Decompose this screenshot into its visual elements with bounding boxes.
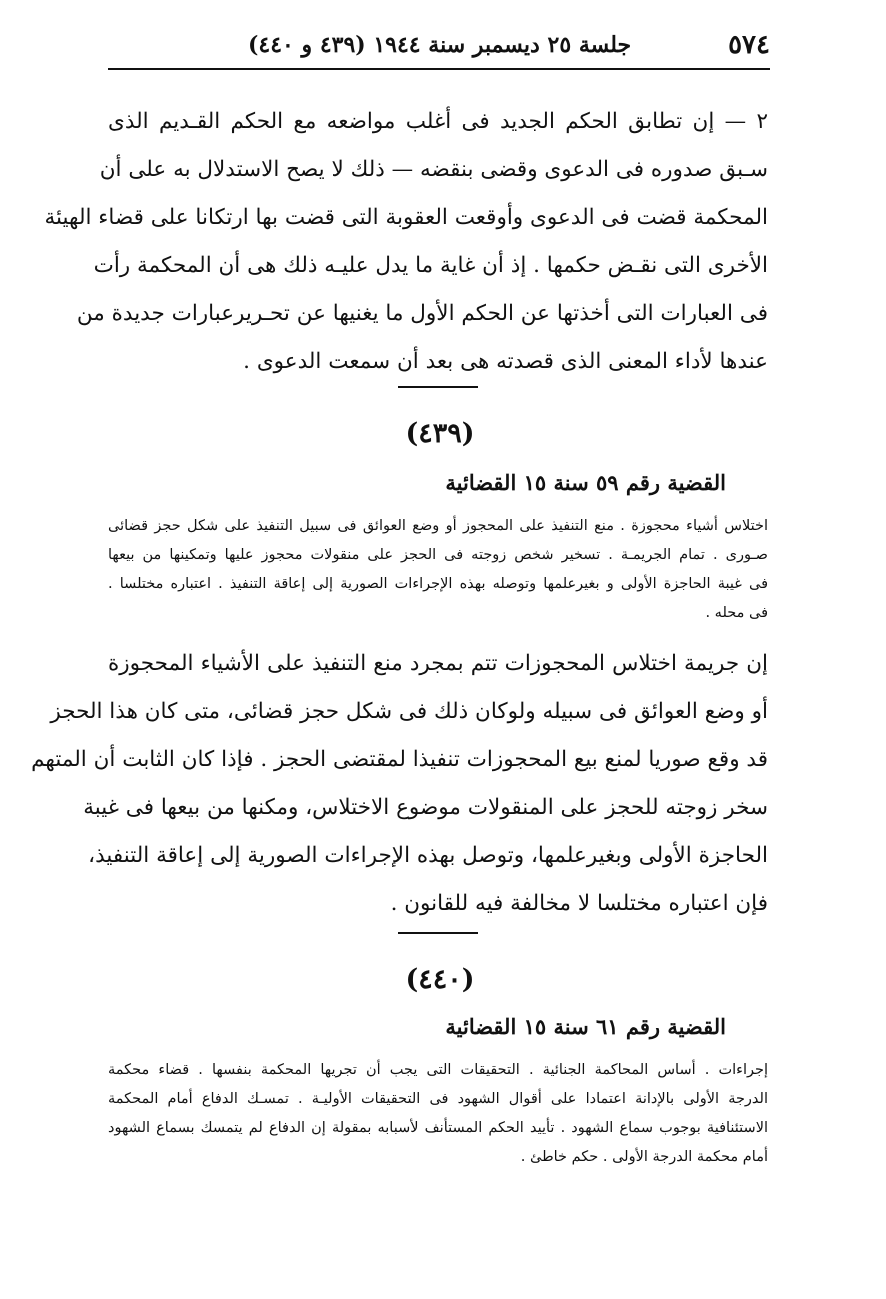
page-number: ٥٧٤ — [728, 30, 770, 60]
opening-paragraph — [44, 98, 768, 386]
summary-line: فى محله . — [705, 605, 768, 621]
text-line: الأخرى التى نقـض حكمها . إذ أن غاية ما يدل عليـه ذلك هى أن المحكمة رأت — [93, 253, 768, 278]
text-line: إن جريمة اختلاس المحجوزات تتم بمجرد منع التنفيذ على الأشياء المحجوزة — [108, 651, 768, 676]
summary-line: أمام محكمة الدرجة الأولى . حكم خاطئ . — [520, 1149, 768, 1165]
running-title: جلسة ٢٥ ديسمبر سنة ١٩٤٤ (٤٣٩ و ٤٤٠) — [248, 32, 632, 58]
text-line: عندها لأداء المعنى الذى قصدته هى بعد أن سمعت الدعوى . — [243, 349, 768, 374]
summary-line: الدرجة الأولى بالإدانة اعتمادا على أقوال الشهود فى التحقيقات الأوليـة . تمسـك الدفاع أمام المحكمة — [108, 1091, 768, 1107]
case-439-heading: القضية رقم ٥٩ سنة ١٥ القضائية — [445, 470, 726, 495]
text-line: قد وقع صوريا لمنع بيع المحجوزات تنفيذا لمقتضى الحجز . فإذا كان الثابت أن المتهم — [31, 747, 768, 772]
case-439-body — [31, 640, 768, 928]
summary-line: الاستئنافية بوجوب سماع الشهود . تأييد الحكم المستأنف لأسبابه بمقولة إن الدفاع لم يتمسك بسماع الشهود — [108, 1120, 768, 1136]
section-divider — [398, 386, 478, 388]
text-line: المحكمة قضت فى الدعوى وأوقعت العقوبة التى قضت بها ارتكانا على قضاء الهيئة — [44, 205, 768, 230]
case-440-number: (٤٤٠) — [405, 964, 475, 995]
text-line: فإن اعتباره مختلسا لا مخالفة فيه للقانون . — [390, 891, 768, 916]
summary-line: صـورى . تمام الجريمـة . تسخير شخص زوجته فى الحجز على منقولات محجوز عليها وتمكينها من بيعها — [108, 547, 768, 563]
text-line: سـبق صدوره فى الدعوى وقضى بنقضه — ذلك لا يصح الاستدلال به على أن — [99, 157, 768, 182]
section-divider — [398, 932, 478, 934]
case-440-heading: القضية رقم ٦١ سنة ١٥ القضائية — [445, 1014, 726, 1039]
case-439-number: (٤٣٩) — [405, 418, 475, 449]
text-line: ٢ — إن تطابق الحكم الجديد فى أغلب مواضعه مع الحكم القـديم الذى — [108, 109, 768, 134]
text-line: فى العبارات التى أخذتها عن الحكم الأول ما يغنيها عن تحـريرعبارات جديدة من — [76, 301, 768, 326]
summary-line: فى غيبة الحاجزة الأولى و بغيرعلمها وتوصله بهذه الإجراءات الصورية إلى إعاقة التنفيذ . اعتباره مختلسا . — [108, 576, 768, 592]
running-header — [108, 22, 770, 70]
summary-line: اختلاس أشياء محجوزة . منع التنفيذ على المحجوز أو وضع العوائق فى سبيل التنفيذ على شكل حجز قضائى — [108, 518, 768, 534]
summary-line: إجراءات . أساس المحاكمة الجنائية . التحقيقات التى يجب أن تجريها المحكمة بنفسها . قضاء محكمة — [108, 1062, 768, 1078]
text-line: الحاجزة الأولى وبغيرعلمها، وتوصل بهذه الإجراءات الصورية إلى إعاقة التنفيذ، — [88, 843, 768, 868]
text-line: أو وضع العوائق فى سبيله ولوكان ذلك فى شكل حجز قضائى، متى كان هذا الحجز — [50, 699, 768, 724]
case-440-summary — [108, 1056, 768, 1172]
case-439-summary — [108, 512, 768, 628]
text-line: سخر زوجته للحجز على المنقولات موضوع الاختلاس، ومكنها من بيعها فى غيبة — [83, 795, 768, 820]
